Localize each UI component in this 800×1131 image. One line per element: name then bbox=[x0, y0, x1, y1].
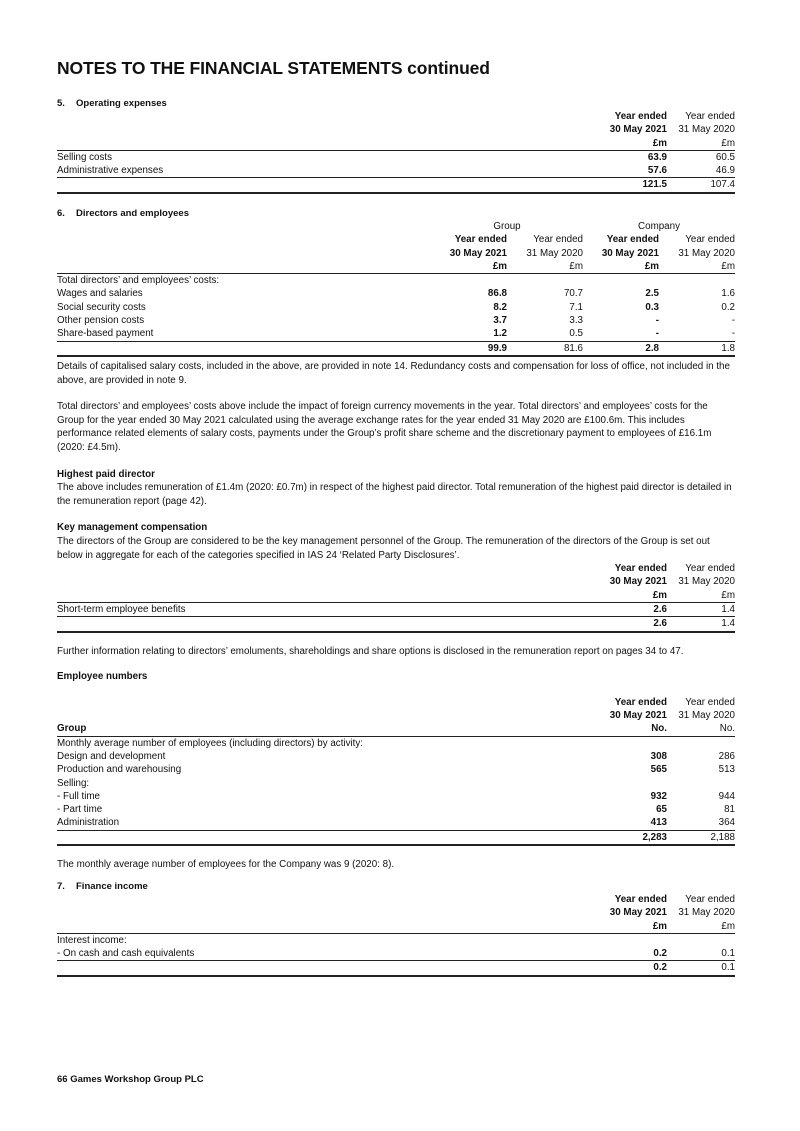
total-row bbox=[57, 178, 735, 193]
paragraph: Details of capitalised salary costs, included in the above, are provided in note 14. Redundancy costs and compensation for loss of office, not included in the above, are provided in note 9. bbox=[57, 360, 730, 386]
col-header: Year ended bbox=[614, 894, 667, 905]
table-intro: Total directors’ and employees’ costs: bbox=[57, 275, 220, 287]
row-label: - On cash and cash equivalents bbox=[57, 947, 603, 961]
col-header: 30 May 2021 bbox=[601, 247, 660, 259]
row-label: Other pension costs bbox=[57, 315, 145, 327]
cell-2021: 308 bbox=[650, 750, 667, 762]
total-2020: 2,188 bbox=[667, 830, 735, 845]
cell-2021: 2.6 bbox=[585, 602, 667, 616]
subheading-highest-paid-director: Highest paid director bbox=[57, 468, 155, 480]
total-2021: 2,283 bbox=[603, 830, 667, 845]
section-heading bbox=[57, 880, 735, 893]
page-title: NOTES TO THE FINANCIAL STATEMENTS continued bbox=[57, 58, 490, 78]
total-row bbox=[57, 617, 735, 632]
paragraph: The directors of the Group are considered to be the key management personnel of the Group. The remuneration of the directors of the Group is set out below in aggregate for each of the categories specified in IAS 24 ‘Related Party Disclosures’. bbox=[57, 535, 710, 561]
paragraph: Further information relating to directors’ emoluments, shareholdings and share options is disclosed in the remuneration report on pages 34 to 47. bbox=[57, 645, 684, 657]
total-cell: 1.8 bbox=[659, 341, 735, 356]
col-header: 30 May 2021 bbox=[609, 710, 667, 722]
col-unit: £m bbox=[659, 260, 735, 274]
row-label: - Full time bbox=[57, 790, 101, 802]
section-heading bbox=[57, 207, 735, 220]
row-label: Selling costs bbox=[57, 151, 112, 163]
total-2020: 107.4 bbox=[667, 178, 735, 193]
total-2020: 1.4 bbox=[667, 617, 735, 632]
table-row bbox=[57, 164, 735, 178]
col-unit: £m bbox=[431, 260, 507, 274]
employee-numbers-table bbox=[57, 696, 735, 846]
col-unit: £m bbox=[667, 589, 735, 603]
table-row bbox=[57, 763, 735, 776]
total-cell: 99.9 bbox=[431, 341, 507, 356]
table-row bbox=[57, 602, 735, 616]
subheading-employee-numbers: Employee numbers bbox=[57, 671, 148, 683]
col-unit: £m bbox=[585, 137, 667, 151]
col-header: 30 May 2021 bbox=[449, 247, 507, 259]
col-header: Year ended bbox=[614, 563, 667, 575]
col-header: Year ended bbox=[685, 234, 736, 246]
col-header: Year ended bbox=[454, 234, 507, 246]
paragraph: The monthly average number of employees for the Company was 9 (2020: 8). bbox=[57, 859, 395, 871]
table-row bbox=[57, 314, 735, 327]
page-footer: 66 Games Workshop Group PLC bbox=[57, 1074, 204, 1085]
col-header: 31 May 2020 bbox=[678, 124, 735, 136]
cell: 0.2 bbox=[721, 301, 736, 313]
cell: 1.6 bbox=[721, 288, 736, 300]
cell-2021: 57.6 bbox=[585, 164, 667, 178]
col-header: 31 May 2020 bbox=[678, 576, 735, 588]
cell-2020: 1.4 bbox=[667, 602, 735, 616]
key-management-table bbox=[57, 562, 735, 632]
table-intro: Monthly average number of employees (including directors) by activity: bbox=[57, 737, 364, 749]
row-label: Social security costs bbox=[57, 301, 146, 313]
total-2021: 2.6 bbox=[585, 617, 667, 632]
cell-2021: 565 bbox=[650, 764, 667, 776]
col-unit: No. bbox=[603, 722, 667, 736]
finance-income-table bbox=[57, 893, 735, 977]
section-number: 7. bbox=[57, 881, 65, 892]
total-row bbox=[57, 341, 735, 356]
cell-2021: 0.2 bbox=[603, 947, 667, 961]
total-row bbox=[57, 961, 735, 976]
col-header: 30 May 2021 bbox=[609, 907, 667, 919]
cell: - bbox=[583, 327, 659, 341]
cell-2021: 932 bbox=[650, 790, 667, 802]
cell-2021: 63.9 bbox=[647, 151, 667, 163]
cell-2021 bbox=[603, 777, 667, 790]
col-unit: £m bbox=[507, 260, 583, 274]
cell: 70.7 bbox=[563, 288, 584, 300]
table-row bbox=[57, 777, 735, 790]
table-intro: Interest income: bbox=[57, 934, 127, 946]
subheading-key-management: Key management compensation bbox=[57, 522, 208, 534]
col-header: 30 May 2021 bbox=[609, 576, 667, 588]
col-header: Year ended bbox=[614, 111, 667, 122]
section-heading bbox=[57, 97, 735, 110]
cell: 86.8 bbox=[487, 288, 507, 300]
operating-expenses-table bbox=[57, 110, 735, 194]
cell: 2.5 bbox=[645, 288, 660, 300]
col-header: Year ended bbox=[685, 894, 735, 905]
col-header: Year ended bbox=[606, 234, 660, 246]
section-title: Operating expenses bbox=[76, 98, 167, 109]
total-cell: 2.8 bbox=[583, 341, 659, 356]
col-header: 31 May 2020 bbox=[678, 907, 735, 919]
cell-2021: 65 bbox=[656, 804, 667, 816]
total-row bbox=[57, 830, 735, 845]
table-row bbox=[57, 816, 735, 830]
col-unit: £m bbox=[603, 920, 667, 934]
cell-2020: 46.9 bbox=[667, 164, 735, 178]
total-2021: 121.5 bbox=[585, 178, 667, 193]
col-unit: £m bbox=[667, 137, 735, 151]
cell-2020: 286 bbox=[718, 750, 735, 762]
col-unit: No. bbox=[667, 722, 735, 736]
row-label: Wages and salaries bbox=[57, 288, 143, 300]
cell-2020: 81 bbox=[724, 804, 735, 816]
table-row bbox=[57, 947, 735, 961]
cell: - bbox=[659, 327, 735, 341]
section-number: 6. bbox=[57, 208, 65, 219]
group-label: Group bbox=[57, 722, 603, 736]
table-row bbox=[57, 750, 735, 763]
cell: 1.2 bbox=[431, 327, 507, 341]
section-number: 5. bbox=[57, 98, 65, 109]
row-label: Share-based payment bbox=[57, 327, 431, 341]
section-title: Finance income bbox=[76, 881, 148, 892]
cell: 0.5 bbox=[507, 327, 583, 341]
cell: 3.7 bbox=[493, 315, 507, 327]
section-directors-employees bbox=[57, 207, 735, 872]
cell-2020: 364 bbox=[667, 816, 735, 830]
cell-2020: 944 bbox=[718, 790, 735, 802]
total-2021: 0.2 bbox=[603, 961, 667, 976]
col-unit: £m bbox=[585, 589, 667, 603]
cell: - bbox=[655, 315, 660, 327]
total-cell: 81.6 bbox=[507, 341, 583, 356]
cell: 3.3 bbox=[569, 315, 584, 327]
col-header: 30 May 2021 bbox=[609, 124, 667, 136]
row-label: Production and warehousing bbox=[57, 764, 182, 776]
row-label: Selling: bbox=[57, 777, 90, 789]
table-row bbox=[57, 803, 735, 816]
col-header: Year ended bbox=[685, 563, 735, 575]
company-header: Company bbox=[638, 221, 680, 232]
cell-2021: 413 bbox=[603, 816, 667, 830]
group-header: Group bbox=[493, 221, 521, 232]
table-row bbox=[57, 150, 735, 164]
col-unit: £m bbox=[583, 260, 659, 274]
cell-2020: 513 bbox=[718, 764, 735, 776]
paragraph: Total directors’ and employees’ costs above include the impact of foreign currency movements in the year. Total directors’ and employees’ costs for the Group for the year ended 30 May 2021 calculated using the average exchange rates for the year ended 31 May 2020 are £100.6m. This includes performance related elements of salary costs, payments under the Group’s profit share scheme and the discretionary payment to employees of £16.1m (2020: £4.5m). bbox=[57, 401, 712, 453]
col-header: Year ended bbox=[533, 234, 584, 246]
directors-employees-table bbox=[57, 220, 735, 357]
col-header: 31 May 2020 bbox=[526, 247, 584, 259]
total-2020: 0.1 bbox=[667, 961, 735, 976]
table-row bbox=[57, 301, 735, 314]
row-label: Short-term employee benefits bbox=[57, 602, 585, 616]
col-header: 31 May 2020 bbox=[678, 710, 735, 722]
cell-2020: 60.5 bbox=[715, 151, 735, 163]
table-row bbox=[57, 287, 735, 300]
cell-2020 bbox=[667, 777, 735, 790]
row-label: Administrative expenses bbox=[57, 164, 585, 178]
row-label: Administration bbox=[57, 816, 603, 830]
row-label: Design and development bbox=[57, 750, 166, 762]
table-row bbox=[57, 790, 735, 803]
col-header: Year ended bbox=[685, 111, 735, 122]
row-label: - Part time bbox=[57, 804, 103, 816]
paragraph: The above includes remuneration of £1.4m (2020: £0.7m) in respect of the highest paid director. Total remuneration of the highest paid director is detailed in the remuneration report (page 42). bbox=[57, 482, 732, 507]
cell-2020: 0.1 bbox=[667, 947, 735, 961]
col-header: Year ended bbox=[614, 696, 667, 708]
col-header: 31 May 2020 bbox=[678, 247, 736, 259]
section-operating-expenses bbox=[57, 97, 735, 194]
cell: 0.3 bbox=[645, 301, 660, 313]
cell: 8.2 bbox=[493, 301, 507, 313]
cell: - bbox=[731, 315, 736, 327]
col-header: Year ended bbox=[685, 696, 735, 708]
section-title: Directors and employees bbox=[76, 208, 189, 219]
table-row bbox=[57, 327, 735, 341]
section-finance-income bbox=[57, 880, 735, 977]
cell: 7.1 bbox=[569, 301, 584, 313]
col-unit: £m bbox=[667, 920, 735, 934]
